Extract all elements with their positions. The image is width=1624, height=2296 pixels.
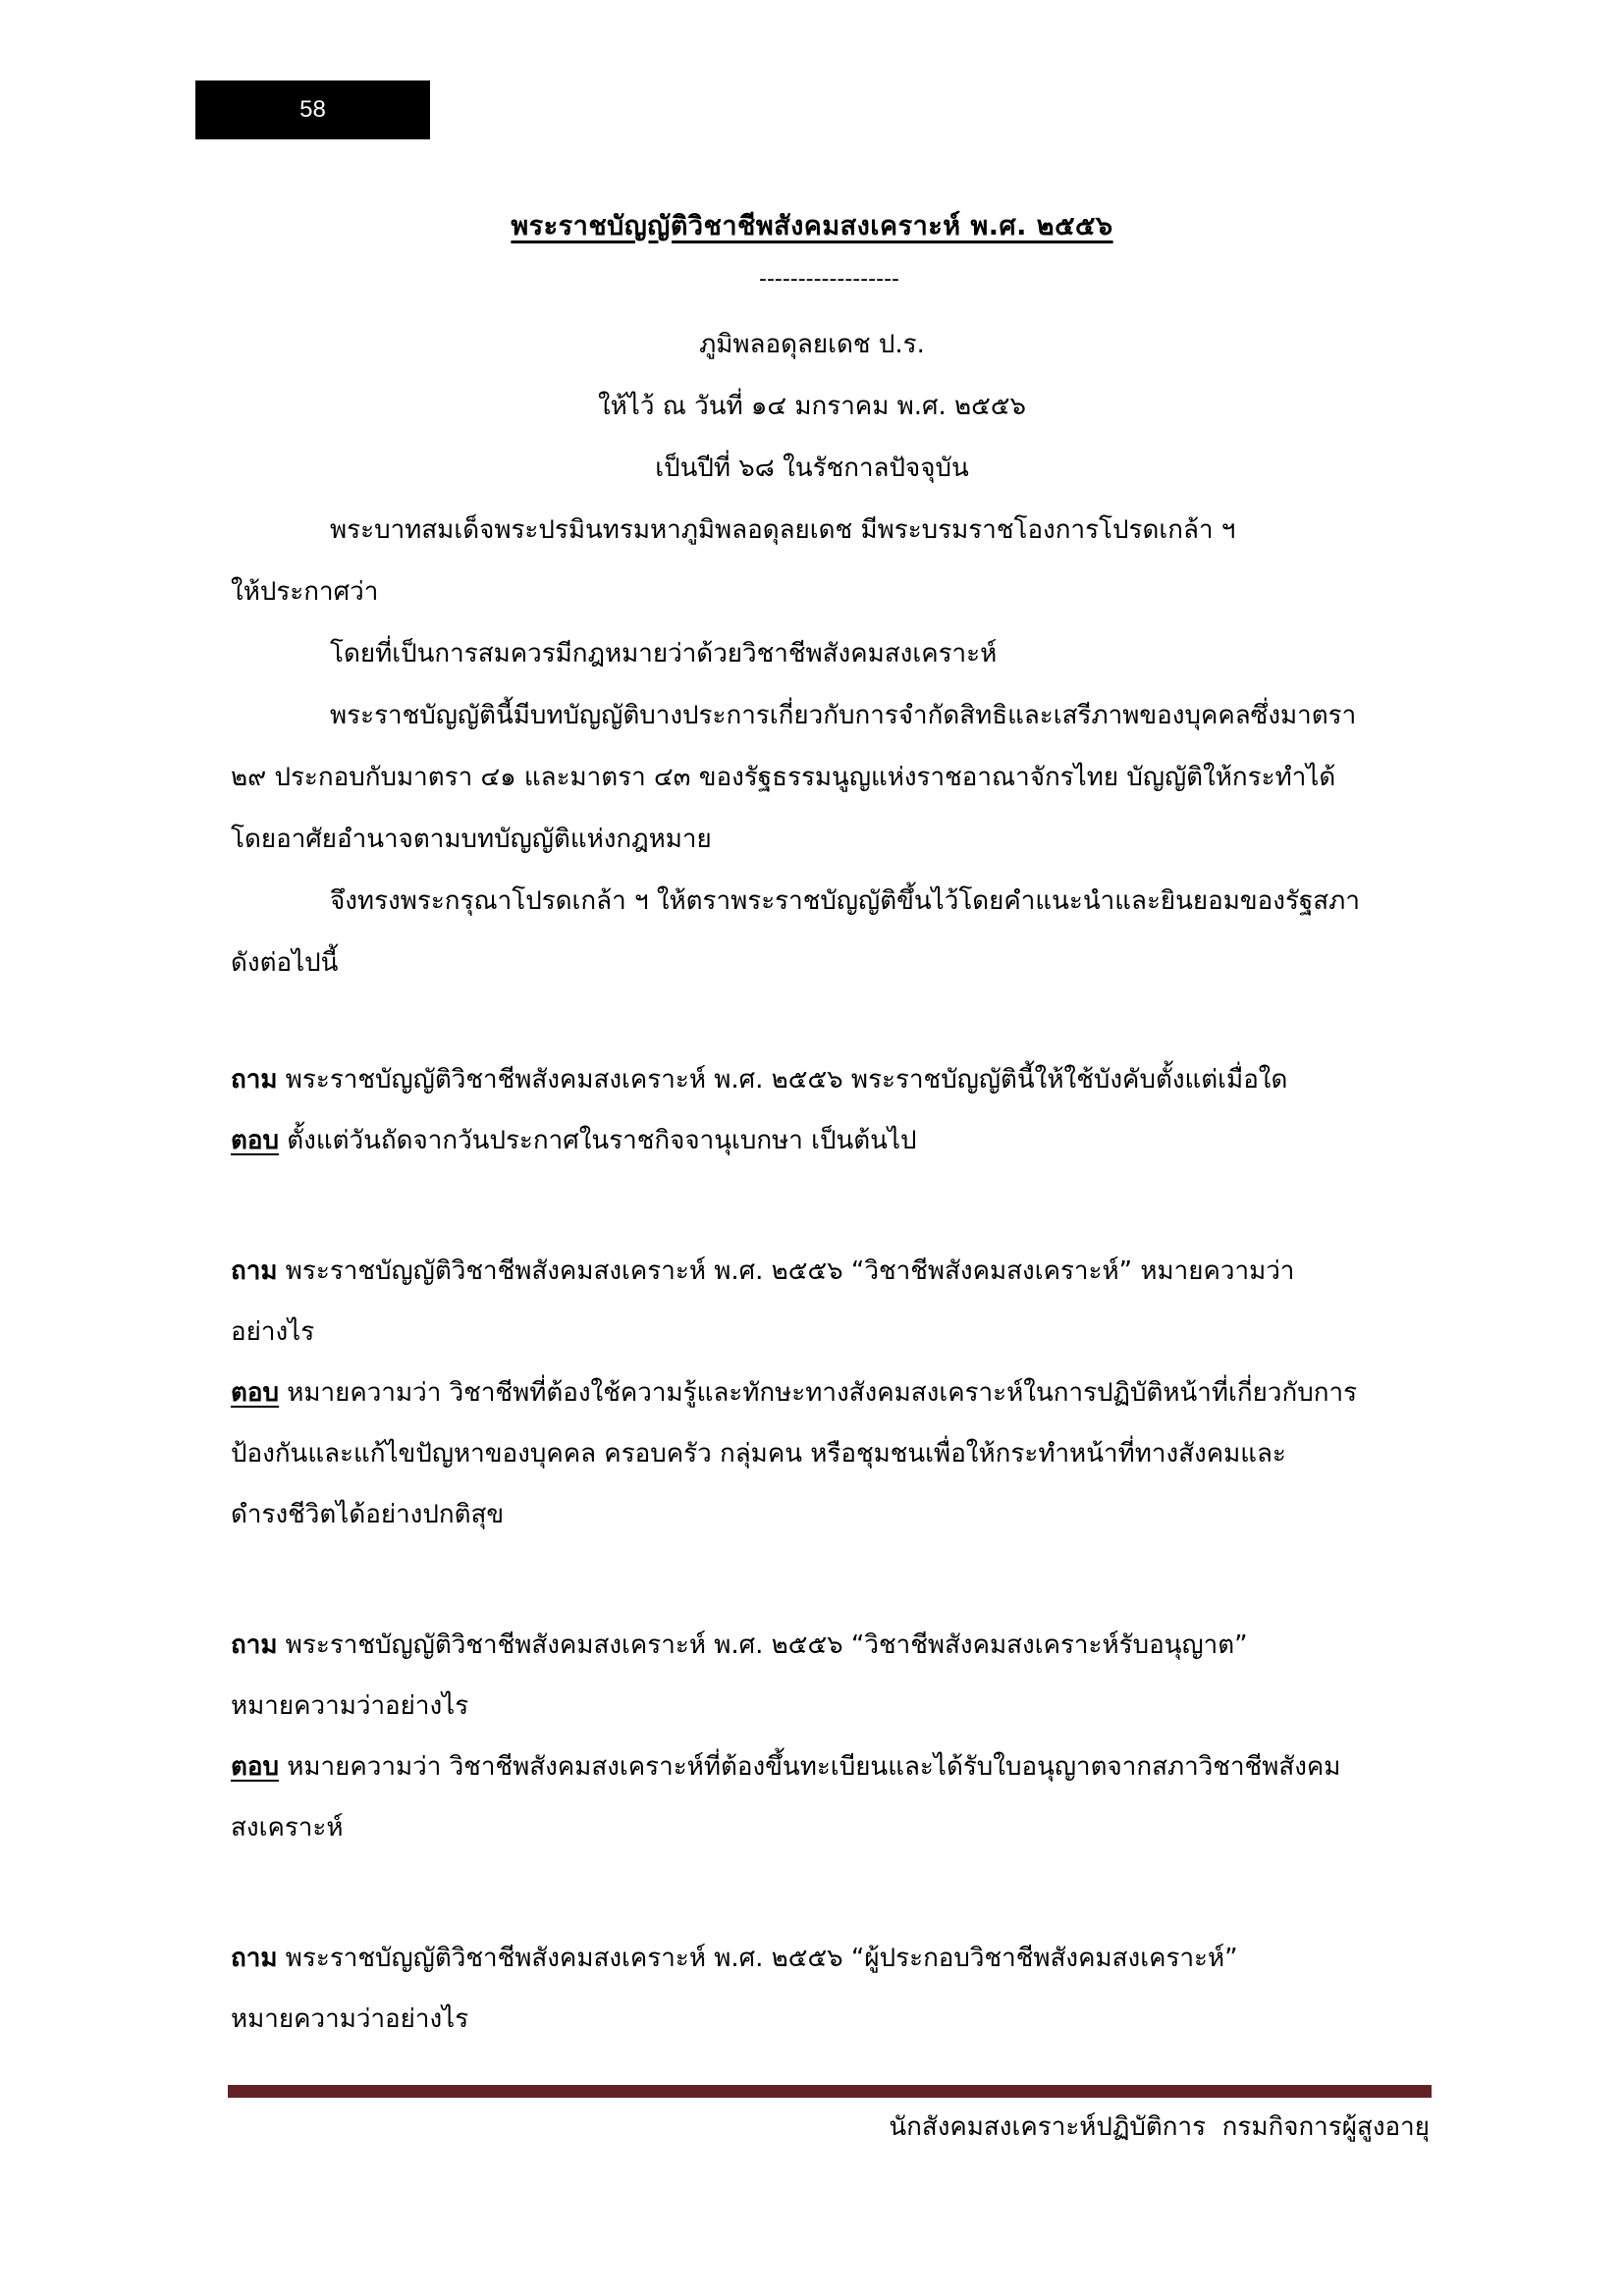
qa-question — [231, 1059, 1287, 1099]
question-continuation: อย่างไร — [231, 1317, 315, 1347]
preamble-line: ดังต่อไปนี้ — [231, 948, 339, 978]
royal-signature: ภูมิพลอดุลยเดช ป.ร. — [699, 330, 925, 359]
question-text: พระราชบัญญัติวิชาชีพสังคมสงเคราะห์ พ.ศ. ๒๕๕๖ “ผู้ประกอบวิชาชีพสังคมสงเคราะห์” — [285, 1944, 1238, 1973]
question-label: ถาม — [231, 1256, 278, 1286]
preamble-line: พระบาทสมเด็จพระปรมินทรมหาภูมิพลอดุลยเดช มีพระบรมราชโองการโปรดเกล้า ฯ — [330, 515, 1236, 545]
preamble-line: โดยที่เป็นการสมควรมีกฎหมายว่าด้วยวิชาชีพสังคมสงเคราะห์ — [330, 639, 998, 668]
answer-label: ตอบ — [231, 1378, 280, 1408]
given-date: ให้ไว้ ณ วันที่ ๑๔ มกราคม พ.ศ. ๒๕๕๖ — [597, 392, 1027, 421]
question-continuation: หมายความว่าอย่างไร — [231, 1691, 469, 1721]
preamble-line: ๒๙ ประกอบกับมาตรา ๔๑ และมาตรา ๔๓ ของรัฐธรรมนูญแห่งราชอาณาจักรไทย บัญญัติให้กระทำได้ — [231, 763, 1336, 792]
page-number: 58 — [299, 96, 326, 123]
preamble-line: จึงทรงพระกรุณาโปรดเกล้า ฯ ให้ตราพระราชบัญญัติขึ้นไว้โดยคำแนะนำและยินยอมของรัฐสภา — [330, 886, 1360, 916]
question-label: ถาม — [231, 1630, 278, 1660]
answer-text: หมายความว่า วิชาชีพสังคมสงเคราะห์ที่ต้องขึ้นทะเบียนและได้รับใบอนุญาตจากสภาวิชาชีพสังคม — [287, 1752, 1341, 1782]
answer-continuation: ป้องกันและแก้ไขปัญหาของบุคคล ครอบครัว กลุ่มคน หรือชุมชนเพื่อให้กระทำหน้าที่ทางสังคมและ — [231, 1439, 1286, 1468]
qa-answer — [231, 1120, 917, 1160]
answer-continuation: ดำรงชีวิตได้อย่างปกติสุข — [231, 1500, 505, 1529]
qa-answer — [231, 1746, 1340, 1787]
answer-text: ตั้งแต่วันถัดจากวันประกาศในราชกิจจานุเบกษา เป็นต้นไป — [287, 1126, 917, 1155]
preamble-line: โดยอาศัยอำนาจตามบทบัญญัติแห่งกฎหมาย — [231, 825, 712, 854]
question-label: ถาม — [231, 1065, 278, 1095]
answer-label: ตอบ — [231, 1126, 280, 1155]
question-continuation: หมายความว่าอย่างไร — [231, 2004, 469, 2034]
answer-label: ตอบ — [231, 1752, 280, 1782]
answer-continuation: สงเคราะห์ — [231, 1813, 344, 1842]
preamble-line: ให้ประกาศว่า — [231, 577, 379, 607]
qa-question — [231, 1625, 1248, 1665]
question-text: พระราชบัญญัติวิชาชีพสังคมสงเคราะห์ พ.ศ. ๒๕๕๖ “วิชาชีพสังคมสงเคราะห์” หมายความว่า — [285, 1256, 1295, 1286]
question-text: พระราชบัญญัติวิชาชีพสังคมสงเคราะห์ พ.ศ. ๒๕๕๖ “วิชาชีพสังคมสงเคราะห์รับอนุญาต” — [285, 1630, 1248, 1660]
title-separator: ------------------ — [759, 267, 899, 292]
answer-text: หมายความว่า วิชาชีพที่ต้องใช้ความรู้และทักษะทางสังคมสงเคราะห์ในการปฏิบัติหน้าที่เกี่ยวกับการ — [287, 1378, 1358, 1408]
qa-answer — [231, 1372, 1357, 1413]
question-label: ถาม — [231, 1944, 278, 1973]
qa-question — [231, 1938, 1238, 1978]
reign-year: เป็นปีที่ ๖๘ ในรัชกาลปัจจุบัน — [655, 454, 969, 483]
document-title: พระราชบัญญัติวิชาชีพสังคมสงเคราะห์ พ.ศ. ๒๕๕๖ — [511, 211, 1113, 241]
footer-divider-bar — [228, 2085, 1432, 2098]
footer-text: นักสังคมสงเคราะห์ปฏิบัติการ กรมกิจการผู้สูงอายุ — [889, 2112, 1430, 2142]
qa-question — [231, 1251, 1294, 1291]
question-text: พระราชบัญญัติวิชาชีพสังคมสงเคราะห์ พ.ศ. ๒๕๕๖ พระราชบัญญัตินี้ให้ใช้บังคับตั้งแต่เมื่อใด — [285, 1065, 1288, 1095]
page-number-box — [195, 80, 430, 139]
preamble-line: พระราชบัญญัตินี้มีบทบัญญัติบางประการเกี่ยวกับการจำกัดสิทธิและเสรีภาพของบุคคลซึ่งมาตรา — [330, 701, 1357, 730]
